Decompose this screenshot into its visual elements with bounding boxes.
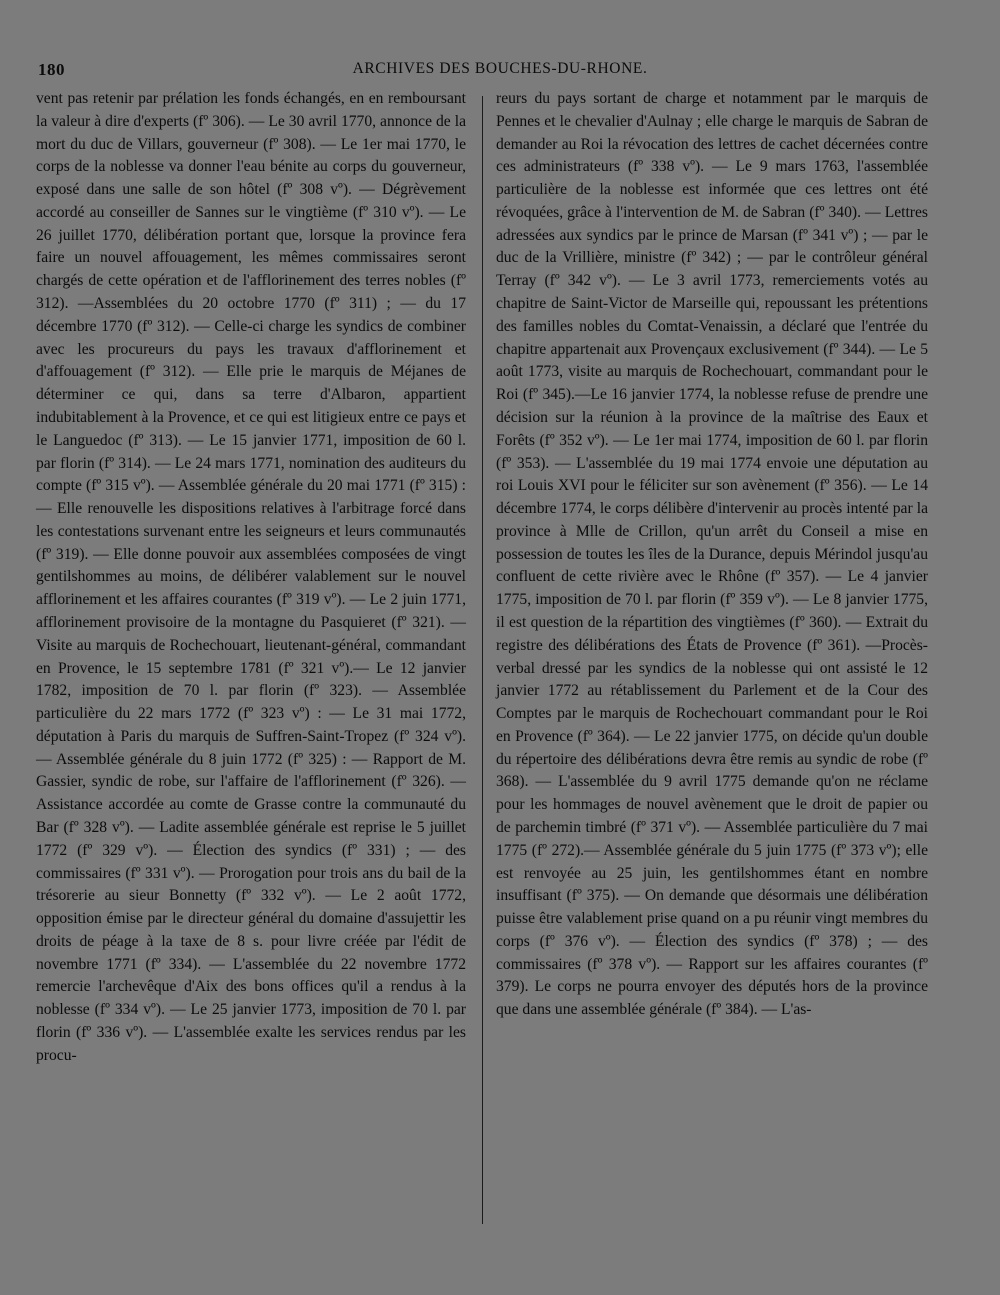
left-text-column <box>36 88 466 1068</box>
page-header <box>30 60 950 84</box>
page-number: 180 <box>38 60 65 79</box>
right-column-paragraph: reurs du pays sortant de charge et notamment par le marquis de Pennes et le chevalier d'Aulnay ; elle charge le marquis de Sabran de demander au Roi la révocation des lettres de cachet décernées contre ces administrateurs (fº 338 vº). — Le 9 mars 1763, l'assemblée particulière de la noblesse est informée que ces lettres ont été révoquées, grâce à l'intervention de M. de Sabran (fº 340). — Lettres adressées aux syndics par le prince de Marsan (fº 341 vº) ; — par le duc de la Vrillière, ministre (fº 342) ; — par le contrôleur général Terray (fº 342 vº). — Le 3 avril 1773, remerciements votés au chapitre de Saint-Victor de Marseille qui, repoussant les prétentions des familles nobles du Comtat-Venaissin, a déclaré que l'entrée du chapitre appartenait aux Provençaux exclusivement (fº 344). — Le 5 août 1773, visite au marquis de Rochechouart, commandant pour le Roi (fº 345).—Le 16 janvier 1774, la noblesse refuse de prendre une décision sur la réunion à la province de la maîtrise des Eaux et Forêts (fº 352 vº). — Le 1er mai 1774, imposition de 60 l. par florin (fº 353). — L'assemblée du 19 mai 1774 envoie une députation au roi Louis XVI pour le féliciter sur son avènement (fº 356). — Le 14 décembre 1774, le corps délibère d'intervenir au procès intenté par la province à Mlle de Crillon, qu'un arrêt du Conseil a mise en possession de toutes les îles de la Durance, depuis Mérindol jusqu'au confluent de cette rivière avec le Rhône (fº 357). — Le 4 janvier 1775, imposition de 70 l. par florin (fº 359 vº). — Le 8 janvier 1775, il est question de la répartition des vingtièmes (fº 360). — Extrait du registre des délibérations des États de Provence (fº 361). —Procès-verbal dressé par les syndics de la noblesse qui ont assisté le 12 janvier 1772 au rétablissement du Parlement et de la Cour des Comptes par le marquis de Rochechouart commandant pour le Roi en Provence (fº 364). — Le 22 janvier 1775, on décide qu'un double du répertoire des délibérations devra être remis au syndic de robe (fº 368). — L'assemblée du 9 avril 1775 demande qu'on ne réclame pour les hommages de nouvel avènement que le droit de papier ou de parchemin timbré (fº 371 vº). — Assemblée particulière du 7 mai 1775 (fº 272).— Assemblée générale du 5 juin 1775 (fº 373 vº); elle est renvoyée au 25 juin, les gentilshommes étant en nombre insuffisant (fº 375). — On demande que désormais une délibération puisse être valablement prise quand on a pu réunir vingt membres du corps (fº 376 vº). — Élection des syndics (fº 378) ; — des commissaires (fº 378 vº). — Rapport sur les affaires courantes (fº 379). Le corps ne pourra envoyer des députés hors de la province que dans une assemblée générale (fº 384). — L'as- <box>496 90 928 1019</box>
column-divider <box>482 96 483 1224</box>
left-column-paragraph: vent pas retenir par prélation les fonds échangés, en en remboursant la valeur à dire d'experts (fº 306). — Le 30 avril 1770, annonce de la mort du duc de Villars, gouverneur (fº 308). — Le 1er mai 1770, le corps de la noblesse va donner l'eau bénite au corps du gouverneur, exposé dans une salle de son hôtel (fº 308 vº). — Dégrèvement accordé au conseiller de Sannes sur le vingtième (fº 310 vº). — Le 26 juillet 1770, délibération portant que, lorsque la province fera faire un nouvel affouagement, les mêmes commissaires seront chargés de cette opération et de l'afflorinement des terres nobles (fº 312). —Assemblées du 20 octobre 1770 (fº 311) ; — du 17 décembre 1770 (fº 312). — Celle-ci charge les syndics de combiner avec les procureurs du pays les travaux d'afflorinement et d'affouagement (fº 312). — Elle prie le marquis de Méjanes de déterminer ce qui, dans sa terre d'Albaron, appartient indubitablement à la Provence, et ce qui est litigieux entre ce pays et le Languedoc (fº 313). — Le 15 janvier 1771, imposition de 60 l. par florin (fº 314). — Le 24 mars 1771, nomination des auditeurs du compte (fº 315 vº). — Assemblée générale du 20 mai 1771 (fº 315) : — Elle renouvelle les dispositions relatives à l'arbitrage forcé dans les contestations survenant entre les seigneurs et leurs communautés (fº 319). — Elle donne pouvoir aux assemblées composées de vingt gentilshommes au moins, de délibérer valablement sur le nouvel afflorinement et les affaires courantes (fº 319 vº). — Le 2 juin 1771, afflorinement provisoire de la montagne du Pasquieret (fº 321). — Visite au marquis de Rochechouart, lieutenant-général, commandant en Provence, le 15 septembre 1781 (fº 321 vº).— Le 12 janvier 1782, imposition de 70 l. par florin (fº 323). — Assemblée particulière du 22 mars 1772 (fº 323 vº) : — Le 31 mai 1772, députation à Paris du marquis de Suffren-Saint-Tropez (fº 324 vº). — Assemblée générale du 8 juin 1772 (fº 325) : — Rapport de M. Gassier, syndic de robe, sur l'affaire de l'afflorinement (fº 326). — Assistance accordée au comte de Grasse contre la communauté du Bar (fº 328 vº). — Ladite assemblée générale est reprise le 5 juillet 1772 (fº 329 vº). — Élection des syndics (fº 331) ; — des commissaires (fº 331 vº). — Prorogation pour trois ans du bail de la trésorerie au sieur Bonnetty (fº 332 vº). — Le 2 août 1772, opposition émise par le directeur général du domaine d'assujettir les droits de péage à la taxe de 8 s. pour livre créée par l'édit de novembre 1771 (fº 334). — L'assemblée du 22 novembre 1772 remercie l'archevêque d'Aix des bons offices qu'il a rendus à la noblesse (fº 334 vº). — Le 25 janvier 1773, imposition de 70 l. par florin (fº 336 vº). — L'assemblée exalte les services rendus par les procu- <box>36 90 466 1064</box>
running-title: ARCHIVES DES BOUCHES-DU-RHONE. <box>352 60 648 77</box>
right-text-column <box>496 88 928 1022</box>
